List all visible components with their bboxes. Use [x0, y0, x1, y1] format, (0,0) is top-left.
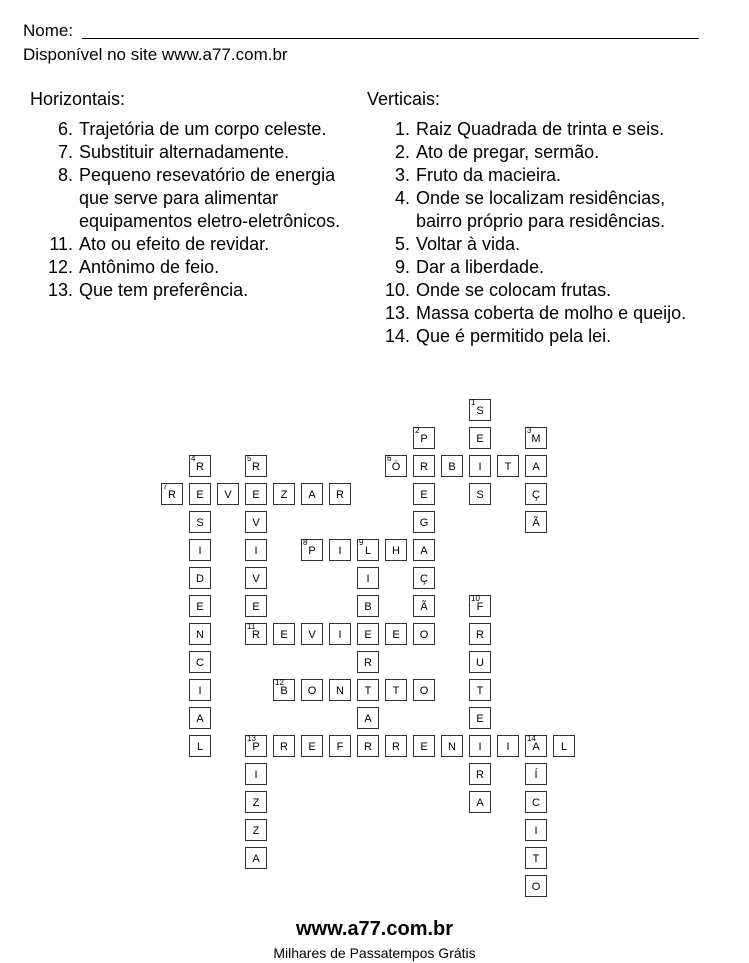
clue-text: Fruto da macieira. [416, 165, 562, 185]
crossword-cell[interactable] [469, 735, 491, 757]
crossword-cell[interactable] [469, 483, 491, 505]
cell-letter: L [560, 741, 568, 753]
crossword-cell[interactable] [189, 455, 211, 477]
cell-letter: I [366, 573, 370, 585]
cell-letter: N [448, 741, 456, 753]
crossword-cell[interactable] [413, 539, 435, 561]
crossword-cell[interactable] [301, 539, 323, 561]
cell-letter: E [476, 433, 484, 445]
crossword-cell[interactable] [217, 483, 239, 505]
cell-letter: V [252, 517, 260, 529]
clue-number: 8. [57, 165, 73, 185]
crossword-cell[interactable] [245, 511, 267, 533]
crossword-cell[interactable] [189, 651, 211, 673]
crossword-cell[interactable] [525, 847, 547, 869]
cell-number: 3 [527, 426, 532, 435]
cell-letter: R [280, 741, 288, 753]
cell-number: 10 [471, 594, 480, 603]
crossword-cell[interactable] [329, 735, 351, 757]
clue-number: 13. [384, 303, 410, 323]
cell-letter: S [476, 405, 484, 417]
cell-letter: Ã [420, 601, 428, 613]
cell-letter: H [392, 545, 400, 557]
cell-letter: R [168, 489, 176, 501]
crossword-cell[interactable] [245, 763, 267, 785]
crossword-cell[interactable] [301, 679, 323, 701]
crossword-cell[interactable] [357, 651, 379, 673]
cell-letter: E [476, 713, 484, 725]
crossword-cell[interactable] [273, 483, 295, 505]
crossword-cell[interactable] [189, 511, 211, 533]
crossword-cell[interactable] [525, 427, 547, 449]
cell-letter: R [476, 629, 484, 641]
cell-number: 11 [247, 622, 256, 631]
crossword-cell[interactable] [189, 679, 211, 701]
crossword-cell[interactable] [469, 707, 491, 729]
crossword-cell[interactable] [357, 707, 379, 729]
crossword-cell[interactable] [525, 483, 547, 505]
cell-letter: R [252, 461, 260, 473]
clue-item [367, 233, 727, 256]
cell-letter: Z [252, 825, 260, 837]
cell-letter: I [338, 545, 342, 557]
crossword-cell[interactable] [245, 791, 267, 813]
crossword-cell[interactable] [329, 483, 351, 505]
clue-text: Dar a liberdade. [416, 257, 545, 277]
crossword-cell[interactable] [553, 735, 575, 757]
clue-text: Que tem preferência. [79, 280, 249, 300]
clue-number: 11. [49, 234, 73, 254]
cell-number: 1 [471, 398, 476, 407]
clue-text: Que é permitido pela lei. [416, 326, 612, 346]
clue-item [367, 256, 727, 279]
cell-letter: T [532, 853, 540, 865]
cell-letter: I [198, 685, 202, 697]
cell-letter: N [196, 629, 204, 641]
cell-letter: Ã [532, 517, 540, 529]
cell-letter: A [196, 713, 204, 725]
crossword-cell[interactable] [245, 539, 267, 561]
crossword-cell[interactable] [189, 567, 211, 589]
cell-letter: E [280, 629, 288, 641]
cell-letter: I [198, 545, 202, 557]
crossword-cell[interactable] [413, 567, 435, 589]
cell-letter: E [252, 489, 260, 501]
cell-letter: O [307, 685, 317, 697]
cell-letter: A [308, 489, 316, 501]
cell-letter: P [308, 545, 316, 557]
clue-number: 2. [394, 142, 410, 162]
cell-letter: E [252, 601, 260, 613]
cell-letter: Z [280, 489, 288, 501]
footer-url: www.a77.com.br [295, 918, 454, 940]
cell-number: 13 [247, 734, 256, 743]
cell-letter: C [532, 797, 540, 809]
crossword-cell[interactable] [357, 623, 379, 645]
crossword-cell[interactable] [497, 735, 519, 757]
cell-letter: T [504, 461, 512, 473]
clue-item [30, 141, 370, 164]
cell-letter: P [252, 741, 260, 753]
cell-letter: R [364, 657, 372, 669]
cell-letter: A [532, 741, 540, 753]
clue-item [30, 256, 370, 279]
cell-letter: I [478, 461, 482, 473]
clue-item [367, 118, 727, 141]
crossword-cell[interactable] [525, 791, 547, 813]
clue-number: 6. [57, 119, 73, 139]
crossword-cell[interactable] [441, 735, 463, 757]
cell-letter: E [420, 741, 428, 753]
cell-letter: R [336, 489, 344, 501]
crossword-cell[interactable] [525, 819, 547, 841]
cell-letter: R [196, 461, 204, 473]
crossword-cell[interactable] [413, 623, 435, 645]
clue-item [367, 141, 727, 164]
clue-text: Pequeno resevatório de energia que serve para alimentar equipamentos eletro-eletrônicos. [79, 165, 341, 231]
clue-number: 1. [394, 119, 410, 139]
clue-number: 14. [384, 326, 410, 346]
cell-letter: Í [534, 769, 538, 781]
crossword-cell[interactable] [469, 651, 491, 673]
clue-number: 5. [394, 234, 410, 254]
cell-letter: R [476, 769, 484, 781]
name-label: Nome: [23, 21, 74, 40]
cell-letter: A [364, 713, 372, 725]
cell-letter: T [364, 685, 372, 697]
cell-letter: L [364, 545, 372, 557]
cell-letter: R [420, 461, 428, 473]
cell-number: 2 [415, 426, 420, 435]
cell-letter: E [196, 489, 204, 501]
crossword-cell[interactable] [469, 427, 491, 449]
crossword-cell[interactable] [357, 567, 379, 589]
crossword-cell[interactable] [469, 763, 491, 785]
crossword-cell[interactable] [525, 511, 547, 533]
clue-text: Antônimo de feio. [79, 257, 220, 277]
cell-letter: F [476, 601, 484, 613]
crossword-cell[interactable] [329, 539, 351, 561]
name-input-line[interactable] [82, 38, 699, 39]
crossword-cell[interactable] [385, 679, 407, 701]
crossword-cell[interactable] [385, 623, 407, 645]
crossword-cell[interactable] [469, 679, 491, 701]
cell-letter: E [196, 601, 204, 613]
cell-letter: B [280, 685, 288, 697]
clue-item [367, 302, 727, 325]
crossword-cell[interactable] [357, 595, 379, 617]
cell-letter: E [392, 629, 400, 641]
crossword-cell[interactable] [413, 483, 435, 505]
crossword-cell[interactable] [301, 623, 323, 645]
cell-letter: E [364, 629, 372, 641]
clue-text: Onde se localizam residências, bairro próprio para residências. [416, 188, 666, 231]
cell-letter: B [448, 461, 456, 473]
crossword-cell[interactable] [357, 679, 379, 701]
cell-number: 9 [359, 538, 364, 547]
clue-item [30, 233, 370, 256]
cell-letter: F [336, 741, 344, 753]
cell-letter: Ç [532, 489, 540, 501]
horizontal-title: Horizontais: [30, 89, 126, 109]
cell-letter: I [506, 741, 510, 753]
crossword-cell[interactable] [357, 539, 379, 561]
crossword-cell[interactable] [301, 483, 323, 505]
crossword-cell[interactable] [497, 455, 519, 477]
cell-letter: I [254, 545, 258, 557]
clue-text: Voltar à vida. [416, 234, 521, 254]
crossword-cell[interactable] [413, 595, 435, 617]
clue-item [30, 164, 370, 233]
cell-letter: A [420, 545, 428, 557]
cell-letter: N [336, 685, 344, 697]
cell-letter: A [476, 797, 484, 809]
clue-text: Raiz Quadrada de trinta e seis. [416, 119, 665, 139]
crossword-cell[interactable] [273, 623, 295, 645]
clue-item [367, 325, 727, 348]
clue-item [367, 187, 727, 233]
crossword-cell[interactable] [245, 483, 267, 505]
clue-text: Substituir alternadamente. [79, 142, 290, 162]
cell-letter: L [196, 741, 204, 753]
cell-number: 5 [247, 454, 252, 463]
crossword-cell[interactable] [469, 399, 491, 421]
cell-letter: Ó [391, 461, 401, 473]
crossword-cell[interactable] [413, 511, 435, 533]
cell-letter: R [364, 741, 372, 753]
crossword-cell[interactable] [469, 595, 491, 617]
crossword-cell[interactable] [301, 735, 323, 757]
vertical-title: Verticais: [367, 89, 441, 109]
crossword-cell[interactable] [189, 539, 211, 561]
clue-number: 10. [384, 280, 410, 300]
crossword-cell[interactable] [245, 735, 267, 757]
horizontal-clue-list [30, 118, 370, 302]
cell-letter: A [532, 461, 540, 473]
clue-item [367, 164, 727, 187]
cell-letter: V [308, 629, 316, 641]
cell-letter: A [252, 853, 260, 865]
cell-number: 8 [303, 538, 308, 547]
clue-text: Ato de pregar, sermão. [416, 142, 600, 162]
cell-letter: V [252, 573, 260, 585]
clue-number: 12. [47, 257, 73, 277]
crossword-cell[interactable] [385, 455, 407, 477]
crossword-cell[interactable] [413, 455, 435, 477]
cell-letter: O [419, 685, 429, 697]
cell-letter: U [476, 657, 484, 669]
cell-letter: S [476, 489, 484, 501]
cell-letter: I [534, 825, 538, 837]
clue-item [30, 279, 370, 302]
crossword-cell[interactable] [469, 623, 491, 645]
cell-letter: O [419, 629, 429, 641]
cell-letter: E [420, 489, 428, 501]
footer-tagline: Milhares de Passatempos Grátis [273, 945, 476, 961]
cell-letter: I [254, 769, 258, 781]
crossword-cell[interactable] [525, 735, 547, 757]
clue-number: 3. [394, 165, 410, 185]
cell-letter: Ç [420, 573, 428, 585]
cell-letter: Z [252, 797, 260, 809]
crossword-cell[interactable] [357, 735, 379, 757]
site-line: Disponível no site www.a77.com.br [23, 45, 288, 64]
crossword-cell[interactable] [273, 679, 295, 701]
crossword-cell[interactable] [413, 427, 435, 449]
crossword-cell[interactable] [273, 735, 295, 757]
clue-number: 4. [394, 188, 410, 208]
cell-letter: M [531, 433, 541, 445]
cell-letter: T [392, 685, 400, 697]
clue-number: 13. [47, 280, 73, 300]
cell-letter: C [196, 657, 204, 669]
clue-item [30, 118, 370, 141]
crossword-cell[interactable] [413, 679, 435, 701]
crossword-cell[interactable] [525, 875, 547, 897]
crossword-cell[interactable] [469, 455, 491, 477]
crossword-cell[interactable] [525, 763, 547, 785]
cell-letter: E [308, 741, 316, 753]
vertical-clue-list [367, 118, 727, 348]
clue-number: 7. [57, 142, 73, 162]
crossword-cell[interactable] [189, 707, 211, 729]
crossword-cell[interactable] [189, 483, 211, 505]
cell-letter: D [196, 573, 204, 585]
cell-letter: I [478, 741, 482, 753]
crossword-cell[interactable] [385, 735, 407, 757]
crossword-cell[interactable] [245, 819, 267, 841]
cell-letter: R [392, 741, 400, 753]
cell-number: 4 [191, 454, 196, 463]
crossword-cell[interactable] [189, 595, 211, 617]
crossword-cell[interactable] [245, 567, 267, 589]
cell-number: 7 [163, 482, 168, 491]
clue-text: Massa coberta de molho e queijo. [416, 303, 687, 323]
crossword-cell[interactable] [161, 483, 183, 505]
crossword-cell[interactable] [469, 791, 491, 813]
crossword-cell[interactable] [413, 735, 435, 757]
crossword-cell[interactable] [329, 623, 351, 645]
cell-letter: R [252, 629, 260, 641]
crossword-cell[interactable] [385, 539, 407, 561]
cell-letter: I [338, 629, 342, 641]
clue-text: Trajetória de um corpo celeste. [79, 119, 327, 139]
clue-text: Ato ou efeito de revidar. [79, 234, 270, 254]
cell-letter: O [531, 881, 541, 893]
crossword-cell[interactable] [329, 679, 351, 701]
crossword-cell[interactable] [245, 455, 267, 477]
clue-number: 9. [394, 257, 410, 277]
crossword-cell[interactable] [525, 455, 547, 477]
cell-letter: B [364, 601, 372, 613]
crossword-cell[interactable] [441, 455, 463, 477]
cell-number: 14 [527, 734, 536, 743]
crossword-cell[interactable] [189, 623, 211, 645]
crossword-cell[interactable] [189, 735, 211, 757]
cell-letter: G [419, 517, 429, 529]
crossword-cell[interactable] [245, 595, 267, 617]
crossword-cell[interactable] [245, 623, 267, 645]
cell-letter: S [196, 517, 204, 529]
crossword-cell[interactable] [245, 847, 267, 869]
cell-letter: T [476, 685, 484, 697]
clue-item [367, 279, 727, 302]
cell-letter: P [420, 433, 428, 445]
cell-number: 6 [387, 454, 392, 463]
cell-number: 12 [275, 678, 284, 687]
cell-letter: V [224, 489, 232, 501]
clue-text: Onde se colocam frutas. [416, 280, 612, 300]
